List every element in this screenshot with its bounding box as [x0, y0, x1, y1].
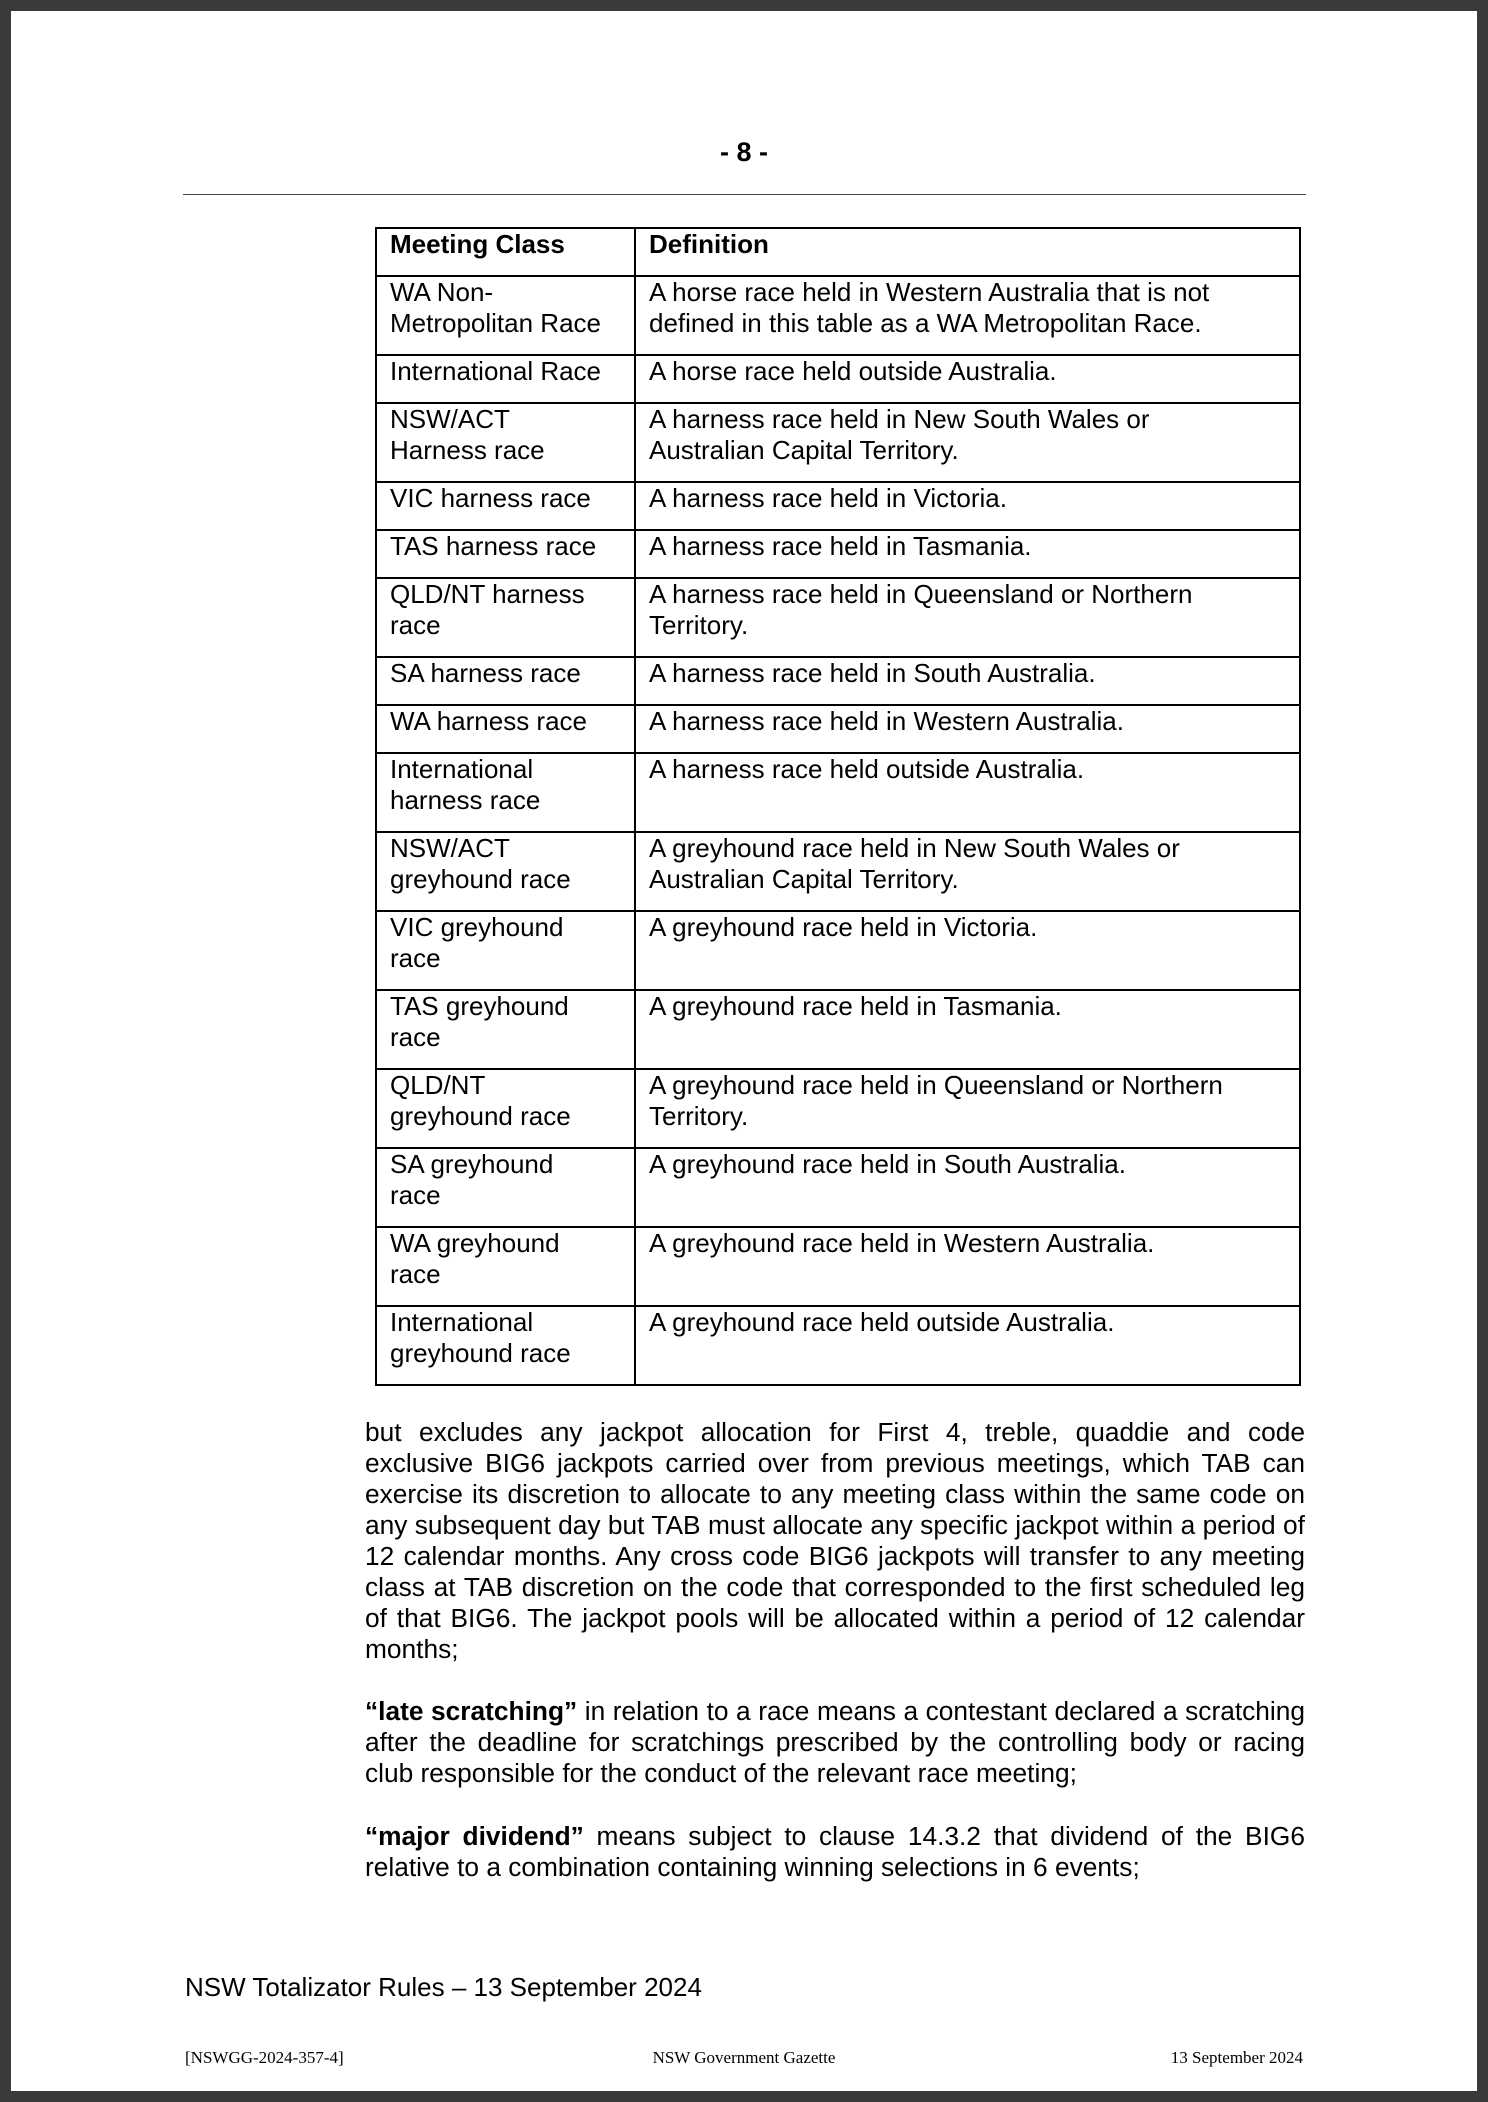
cell-line: race — [390, 943, 441, 973]
table-row — [376, 1227, 1300, 1306]
cell-line: greyhound race — [390, 1338, 571, 1368]
table-row — [376, 1069, 1300, 1148]
cell-line: Australian Capital Territory. — [649, 435, 959, 465]
cell-line: A harness race held in Tasmania. — [649, 531, 1032, 561]
definition-cell — [635, 1306, 1300, 1385]
table-row — [376, 911, 1300, 990]
definition-cell — [635, 1148, 1300, 1227]
cell-line: defined in this table as a WA Metropolitan Race. — [649, 308, 1202, 338]
cell-line: NSW/ACT — [390, 833, 510, 863]
meeting-class-table — [375, 227, 1301, 1386]
definition-cell — [635, 482, 1300, 530]
cell-line: race — [390, 1259, 441, 1289]
page-number: - 8 - — [719, 137, 768, 167]
table-row — [376, 578, 1300, 657]
footer-title: NSW Totalizator Rules – 13 September 2024 — [185, 1972, 702, 2002]
cell-line: International Race — [390, 356, 602, 386]
cell-line: TAS harness race — [390, 531, 597, 561]
definition-cell — [635, 1069, 1300, 1148]
document-page — [11, 11, 1477, 2091]
table-row — [376, 832, 1300, 911]
cell-line: WA harness race — [390, 706, 588, 736]
meeting-class-cell — [376, 578, 635, 657]
cell-line: A greyhound race held in South Australia. — [649, 1149, 1126, 1179]
definition-cell — [635, 355, 1300, 403]
cell-line: A greyhound race held in Victoria. — [649, 912, 1038, 942]
cell-line: A horse race held outside Australia. — [649, 356, 1057, 386]
definition-late-scratching — [365, 1696, 1305, 1789]
cell-line: A harness race held in Western Australia. — [649, 706, 1124, 736]
cell-line: International — [390, 754, 534, 784]
meeting-class-cell — [376, 276, 635, 355]
meeting-class-cell — [376, 990, 635, 1069]
cell-line: A harness race held in South Australia. — [649, 658, 1096, 688]
definition-cell — [635, 753, 1300, 832]
header-divider — [183, 194, 1306, 195]
table-row — [376, 657, 1300, 705]
cell-line: A harness race held in Victoria. — [649, 483, 1007, 513]
gazette-reference: [NSWGG-2024-357-4] — [185, 2048, 344, 2067]
cell-line: A greyhound race held in Western Australia. — [649, 1228, 1155, 1258]
definition-text: in relation to a race means a contestant declared a scratching after the deadline for scratchings prescribed by the controlling body or racing club responsible for the conduct of the relevant race meeting; — [365, 1696, 1306, 1788]
gazette-date: 13 September 2024 — [1170, 2048, 1303, 2067]
defined-term: “late scratching” — [365, 1696, 578, 1726]
cell-line: A greyhound race held in Tasmania. — [649, 991, 1062, 1021]
definition-cell — [635, 911, 1300, 990]
column-header-meeting-class: Meeting Class — [376, 228, 635, 276]
cell-line: WA greyhound — [390, 1228, 560, 1258]
table-row — [376, 1306, 1300, 1385]
cell-line: International — [390, 1307, 534, 1337]
cell-line: greyhound race — [390, 864, 571, 894]
meeting-class-cell — [376, 530, 635, 578]
cell-line: TAS greyhound — [390, 991, 569, 1021]
table-row — [376, 530, 1300, 578]
table-row — [376, 355, 1300, 403]
table-row — [376, 990, 1300, 1069]
table-row — [376, 276, 1300, 355]
definition-major-dividend — [365, 1821, 1305, 1883]
definition-cell — [635, 1227, 1300, 1306]
definition-text: means subject to clause 14.3.2 that dividend of the BIG6 relative to a combination containing winning selections in 6 events; — [365, 1821, 1305, 1882]
cell-line: NSW/ACT — [390, 404, 510, 434]
cell-line: QLD/NT — [390, 1070, 486, 1100]
definition-cell — [635, 657, 1300, 705]
cell-line: Territory. — [649, 1101, 749, 1131]
meeting-class-cell — [376, 482, 635, 530]
definition-cell — [635, 832, 1300, 911]
cell-line: race — [390, 1180, 441, 1210]
cell-line: race — [390, 1022, 441, 1052]
cell-line: Harness race — [390, 435, 545, 465]
cell-line: A greyhound race held outside Australia. — [649, 1307, 1115, 1337]
definition-cell — [635, 990, 1300, 1069]
meeting-class-cell — [376, 753, 635, 832]
cell-line: VIC harness race — [390, 483, 591, 513]
cell-line: race — [390, 610, 441, 640]
cell-line: harness race — [390, 785, 541, 815]
cell-line: A harness race held in Queensland or Northern — [649, 579, 1193, 609]
cell-line: Metropolitan Race — [390, 308, 601, 338]
meeting-class-cell — [376, 1227, 635, 1306]
cell-line: A horse race held in Western Australia that is not — [649, 277, 1210, 307]
definition-cell — [635, 276, 1300, 355]
definition-cell — [635, 530, 1300, 578]
gazette-publication: NSW Government Gazette — [652, 2048, 836, 2067]
meeting-class-cell — [376, 403, 635, 482]
excludes-paragraph — [365, 1417, 1305, 1665]
definition-cell — [635, 705, 1300, 753]
table-row — [376, 753, 1300, 832]
cell-line: VIC greyhound — [390, 912, 564, 942]
meeting-class-cell — [376, 1306, 635, 1385]
column-header-definition: Definition — [635, 228, 1300, 276]
meeting-class-cell — [376, 1148, 635, 1227]
cell-line: A harness race held outside Australia. — [649, 754, 1085, 784]
table-header-row — [376, 228, 1300, 276]
table-row — [376, 1148, 1300, 1227]
definition-cell — [635, 578, 1300, 657]
cell-line: A greyhound race held in New South Wales or — [649, 833, 1180, 863]
table-body — [376, 276, 1300, 1385]
definition-cell — [635, 403, 1300, 482]
defined-term: “major dividend” — [365, 1821, 584, 1851]
meeting-class-cell — [376, 1069, 635, 1148]
cell-line: QLD/NT harness — [390, 579, 585, 609]
meeting-class-cell — [376, 355, 635, 403]
meeting-class-cell — [376, 832, 635, 911]
cell-line: A greyhound race held in Queensland or Northern — [649, 1070, 1223, 1100]
table-row — [376, 705, 1300, 753]
table-row — [376, 403, 1300, 482]
cell-line: Australian Capital Territory. — [649, 864, 959, 894]
cell-line: SA greyhound — [390, 1149, 554, 1179]
cell-line: Territory. — [649, 610, 749, 640]
cell-line: greyhound race — [390, 1101, 571, 1131]
cell-line: SA harness race — [390, 658, 581, 688]
cell-line: WA Non- — [390, 277, 494, 307]
cell-line: A harness race held in New South Wales or — [649, 404, 1150, 434]
meeting-class-cell — [376, 911, 635, 990]
meeting-class-cell — [376, 657, 635, 705]
meeting-class-cell — [376, 705, 635, 753]
excludes-text: but excludes any jackpot allocation for First 4, treble, quaddie and code exclusive BIG6 jackpots carried over from previous meetings, which TAB can exercise its discretion to allocate to any meeting class within the same code on any subsequent day but TAB must allocate any specific jackpot within a period of 12 calendar months. Any cross code BIG6 jackpots will transfer to any meeting class at TAB discretion on the code that corresponded to the first scheduled leg of that BIG6. The jackpot pools will be allocated within a period of 12 calendar months; — [365, 1417, 1305, 1664]
table-row — [376, 482, 1300, 530]
